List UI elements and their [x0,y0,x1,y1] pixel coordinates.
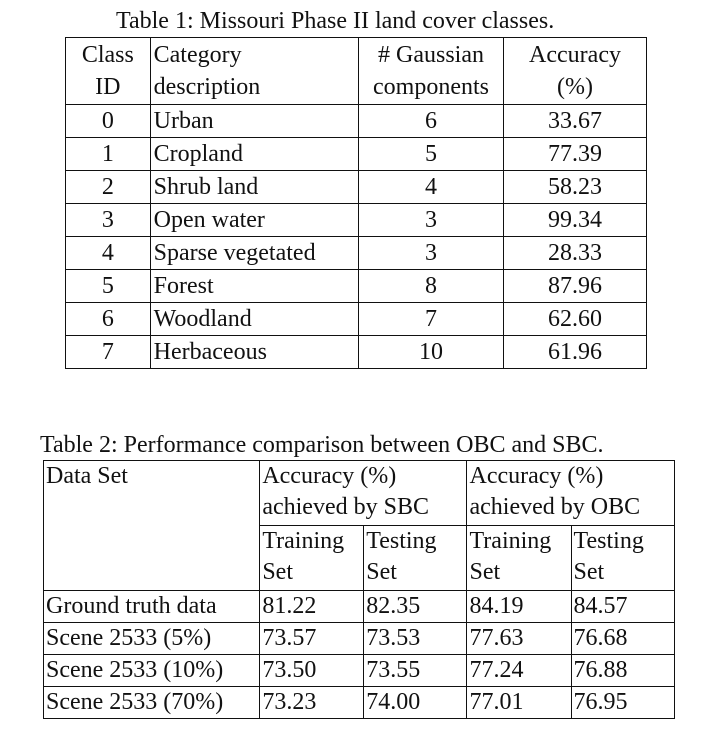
obc-testing-cell: 84.57 [571,591,674,623]
table1-header-row [66,38,647,105]
category-cell: Shrub land [150,171,358,204]
accuracy-cell: 28.33 [504,237,647,270]
class-id-cell: 4 [66,237,151,270]
sbc-training-cell: 73.23 [260,687,364,719]
table2-caption: Table 2: Performance comparison between OBC and SBC. [40,432,604,458]
category-cell: Herbaceous [150,336,358,369]
sbc-training-cell: 81.22 [260,591,364,623]
table2-header-obc-training: Training Set [467,526,571,591]
data-set-cell: Scene 2533 (70%) [44,687,260,719]
table-row [44,623,675,655]
table-row [66,303,647,336]
accuracy-cell: 77.39 [504,138,647,171]
obc-testing-cell: 76.88 [571,655,674,687]
gaussian-cell: 7 [359,303,504,336]
sbc-testing-cell: 82.35 [364,591,467,623]
table-row [66,270,647,303]
table1-header-class-id: Class ID [66,38,151,105]
table1-header-gaussian: # Gaussian components [359,38,504,105]
table2-performance-comparison [43,460,675,719]
sbc-training-cell: 73.57 [260,623,364,655]
table2-header-row-1 [44,461,675,526]
accuracy-cell: 99.34 [504,204,647,237]
accuracy-cell: 87.96 [504,270,647,303]
data-set-cell: Scene 2533 (5%) [44,623,260,655]
category-cell: Woodland [150,303,358,336]
gaussian-cell: 4 [359,171,504,204]
class-id-cell: 6 [66,303,151,336]
table2-header-sbc-testing: Testing Set [364,526,467,591]
sbc-testing-cell: 74.00 [364,687,467,719]
table1-header-category: Category description [150,38,358,105]
obc-testing-cell: 76.68 [571,623,674,655]
category-cell: Open water [150,204,358,237]
obc-training-cell: 77.01 [467,687,571,719]
table-row [66,138,647,171]
sbc-testing-cell: 73.55 [364,655,467,687]
gaussian-cell: 3 [359,204,504,237]
category-cell: Forest [150,270,358,303]
data-set-cell: Scene 2533 (10%) [44,655,260,687]
gaussian-cell: 10 [359,336,504,369]
gaussian-cell: 5 [359,138,504,171]
table1-caption: Table 1: Missouri Phase II land cover classes. [116,8,555,34]
table-row [66,171,647,204]
table-row [66,204,647,237]
category-cell: Sparse vegetated [150,237,358,270]
accuracy-cell: 58.23 [504,171,647,204]
class-id-cell: 2 [66,171,151,204]
class-id-cell: 1 [66,138,151,171]
table2-header-sbc: Accuracy (%) achieved by SBC [260,461,467,526]
data-set-cell: Ground truth data [44,591,260,623]
class-id-cell: 0 [66,105,151,138]
table2-header-sbc-training: Training Set [260,526,364,591]
table-row [66,237,647,270]
accuracy-cell: 33.67 [504,105,647,138]
obc-training-cell: 77.63 [467,623,571,655]
category-cell: Urban [150,105,358,138]
table2-header-obc-testing: Testing Set [571,526,674,591]
obc-training-cell: 77.24 [467,655,571,687]
class-id-cell: 5 [66,270,151,303]
table-row [44,591,675,623]
gaussian-cell: 3 [359,237,504,270]
table2-header-obc: Accuracy (%) achieved by OBC [467,461,675,526]
category-cell: Cropland [150,138,358,171]
class-id-cell: 3 [66,204,151,237]
obc-testing-cell: 76.95 [571,687,674,719]
obc-training-cell: 84.19 [467,591,571,623]
table2-header-data-set: Data Set [44,461,260,591]
table-row [44,687,675,719]
sbc-testing-cell: 73.53 [364,623,467,655]
table1-header-accuracy: Accuracy (%) [504,38,647,105]
table-row [66,336,647,369]
sbc-training-cell: 73.50 [260,655,364,687]
gaussian-cell: 8 [359,270,504,303]
class-id-cell: 7 [66,336,151,369]
gaussian-cell: 6 [359,105,504,138]
accuracy-cell: 62.60 [504,303,647,336]
table1-land-cover-classes [65,37,647,369]
table-row [44,655,675,687]
accuracy-cell: 61.96 [504,336,647,369]
table-row [66,105,647,138]
